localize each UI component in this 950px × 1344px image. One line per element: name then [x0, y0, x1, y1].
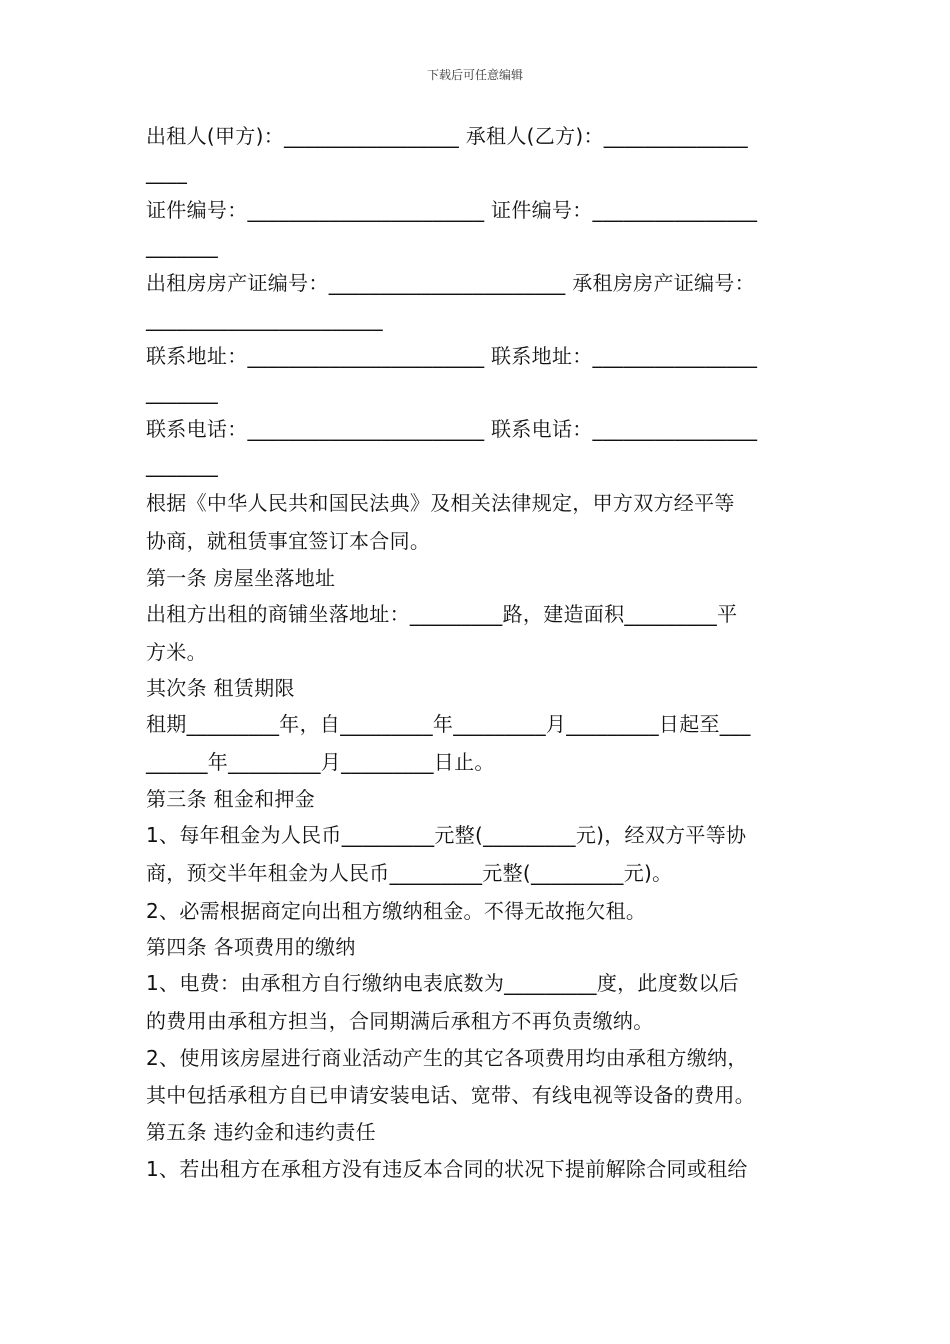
page-header: 下载后可任意编辑 — [426, 68, 523, 82]
article-3-line-1: 1、每年租金为人民币_________元整(_________元)，经双方平等协 — [146, 823, 747, 847]
contact-phone-line: 联系电话：_______________________ 联系电话：________________ — [146, 417, 758, 441]
party-names-continuation: ____ — [146, 160, 188, 184]
contact-address-continuation: _______ — [146, 380, 219, 404]
article-3-heading: 第三条 租金和押金 — [146, 787, 316, 811]
party-names-line: 出租人(甲方)：_________________ 承租人(乙方)：______________ — [146, 124, 748, 148]
article-4-line-2: 的费用由承租方担当，合同期满后承租方不再负责缴纳。 — [146, 1009, 654, 1033]
article-4-line-1: 1、电费：由承租方自行缴纳电表底数为_________度，此度数以后 — [146, 971, 739, 995]
article-2-line-1: 租期_________年，自_________年_________月_________日起至___ — [146, 712, 751, 736]
article-4-line-4: 其中包括承租方自已申请安装电话、宽带、有线电视等设备的费用。 — [146, 1083, 755, 1107]
contact-address-line: 联系地址：_______________________ 联系地址：________________ — [146, 344, 758, 368]
id-number-line: 证件编号：_______________________ 证件编号：________________ — [146, 198, 758, 222]
article-4-line-3: 2、使用该房屋进行商业活动产生的其它各项费用均由承租方缴纳， — [146, 1046, 748, 1070]
property-cert-continuation: _______________________ — [146, 307, 383, 331]
id-number-continuation: _______ — [146, 234, 219, 258]
contact-phone-continuation: _______ — [146, 453, 219, 477]
article-1-heading: 第一条 房屋坐落地址 — [146, 566, 336, 590]
preamble-line-1: 根据《中华人民共和国民法典》及相关法律规定，甲方双方经平等 — [146, 491, 735, 515]
article-4-heading: 第四条 各项费用的缴纳 — [146, 935, 356, 959]
property-cert-line: 出租房房产证编号：_______________________ 承租房房产证编号： — [146, 271, 755, 295]
preamble-line-2: 协商，就租赁事宜签订本合同。 — [146, 529, 431, 553]
article-3-line-3: 2、必需根据商定向出租方缴纳租金。不得无故拖欠租。 — [146, 899, 647, 923]
article-5-heading: 第五条 违约金和违约责任 — [146, 1120, 376, 1144]
article-3-line-2: 商，预交半年租金为人民币_________元整(_________元)。 — [146, 861, 673, 885]
article-1-line-2: 方米。 — [146, 640, 207, 664]
article-2-heading: 其次条 租赁期限 — [146, 676, 295, 700]
article-1-line-1: 出租方出租的商铺坐落地址：_________路，建造面积_________平 — [146, 602, 738, 626]
article-5-line-1: 1、若出租方在承租方没有违反本合同的状况下提前解除合同或租给 — [146, 1157, 748, 1181]
article-2-line-2: ______年_________月_________日止。 — [146, 750, 495, 774]
